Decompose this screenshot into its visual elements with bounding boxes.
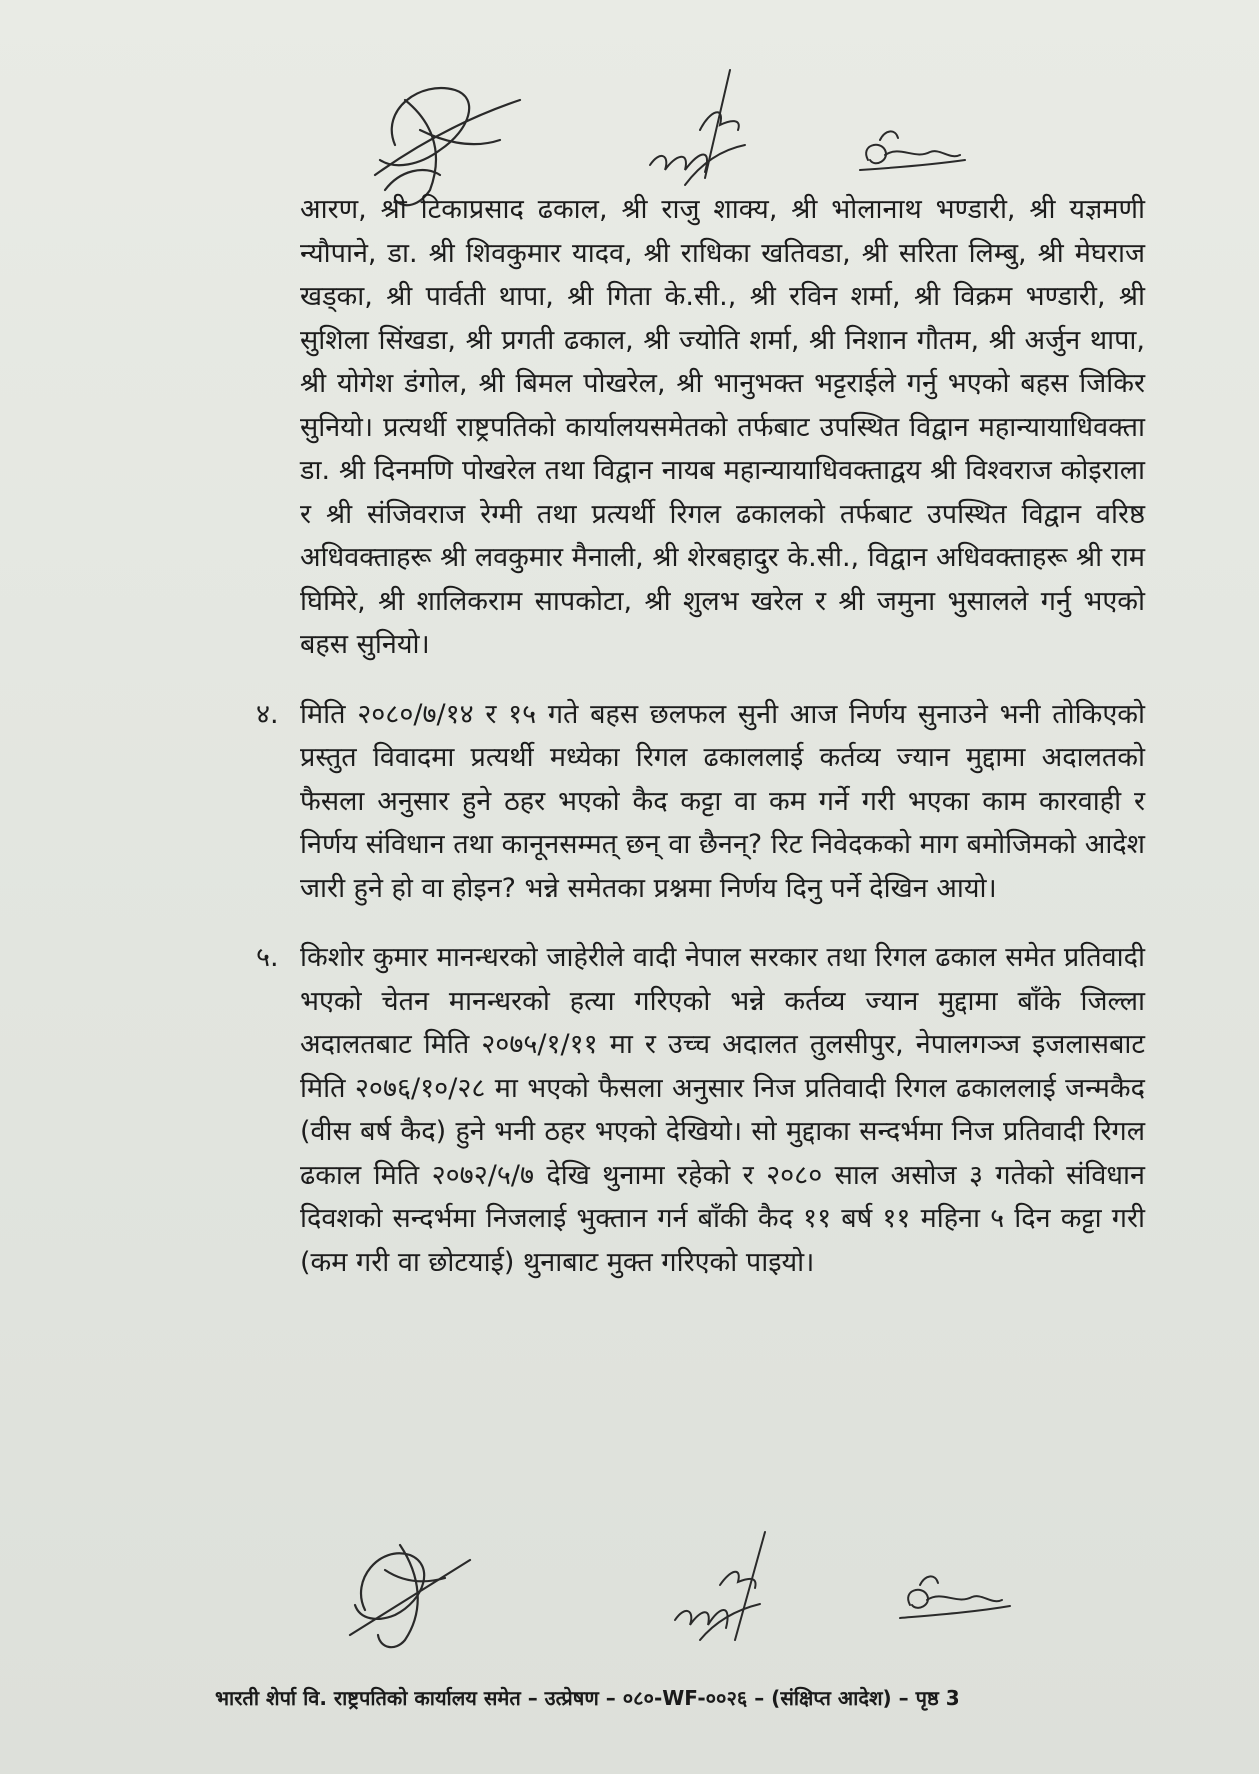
- signature-top-right: [860, 131, 965, 170]
- paragraph-5: [256, 936, 1145, 1284]
- signature-bottom-right: [900, 1576, 1010, 1618]
- paragraph-number: ४.: [256, 698, 279, 730]
- continued-paragraph: आरण, श्री टिकाप्रसाद ढकाल, श्री राजु शाक्य, श्री भोलानाथ भण्डारी, श्री यज्ञमणी न्यौपाने, डा. श्री शिवकुमार यादव, श्री राधिका खतिवडा, श्री सरिता लिम्बु, श्री मेघराज खड्का, श्री पार्वती थापा, श्री गिता के.सी., श्री रविन शर्मा, श्री विक्रम भण्डारी, श्री सुशिला सिंखडा, श्री प्रगती ढकाल, श्री ज्योति शर्मा, श्री निशान गौतम, श्री अर्जुन थापा, श्री योगेश डंगोल, श्री बिमल पोखरेल, श्री भानुभक्त भट्टराईले गर्नु भएको बहस जिकिर सुनियो। प्रत्यर्थी राष्ट्रपतिको कार्यालयसमेतको तर्फबाट उपस्थित विद्वान महान्यायाधिवक्ता डा. श्री दिनमणि पोखरेल तथा विद्वान नायब महान्यायाधिवक्ताद्वय श्री विश्वराज कोइराला र श्री संजिवराज रेग्मी तथा प्रत्यर्थी रिगल ढकालको तर्फबाट उपस्थित विद्वान वरिष्ठ अधिवक्ताहरू श्री लवकुमार मैनाली, श्री शेरबहादुर के.सी., विद्वान अधिवक्ताहरू श्री राम घिमिरे, श्री शालिकराम सापकोटा, श्री शुलभ खरेल र श्री जमुना भुसालले गर्नु भएको बहस सुनियो।: [300, 194, 1145, 660]
- paragraph-4: [256, 693, 1145, 911]
- paragraph-text: किशोर कुमार मानन्धरको जाहेरीले वादी नेपाल सरकार तथा रिगल ढकाल समेत प्रतिवादी भएको चेतन मानन्धरको हत्या गरिएको भन्ने कर्तव्य ज्यान मुद्दामा बाँके जिल्ला अदालतबाट मिति २०७५/१/११ मा र उच्च अदालत तुलसीपुर, नेपालगञ्ज इजलासबाट मिति २०७६/१०/२८ मा भएको फैसला अनुसार निज प्रतिवादी रिगल ढकाललाई जन्मकैद (वीस बर्ष कैद) हुने भनी ठहर भएको देखियो। सो मुद्दाका सन्दर्भमा निज प्रतिवादी रिगल ढकाल मिति २०७२/५/७ देखि थुनामा रहेको र २०८० साल असोज ३ गतेको संविधान दिवशको सन्दर्भमा निजलाई भुक्तान गर्न बाँकी कैद ११ बर्ष ११ महिना ५ दिन कट्टा गरी (कम गरी वा छोटयाई) थुनाबाट मुक्त गरिएको पाइयो।: [300, 942, 1145, 1278]
- document-body: [256, 188, 1145, 1310]
- paragraph-number: ५.: [256, 942, 279, 973]
- paragraph-text: मिति २०८०/७/१४ र १५ गते बहस छलफल सुनी आज निर्णय सुनाउने भनी तोकिएको प्रस्तुत विवादमा प्रत्यर्थी मध्येका रिगल ढकाललाई कर्तव्य ज्यान मुद्दामा अदालतको फैसला अनुसार हुने ठहर भएको कैद कट्टा वा कम गर्ने गरी भएका काम कारवाही र निर्णय संविधान तथा कानूनसम्मत् छन् वा छैनन्? रिट निवेदकको माग बमोजिमको आदेश जारी हुने हो वा होइन? भन्ने समेतका प्रश्नमा निर्णय दिनु पर्ने देखिन आयो।: [300, 698, 1145, 904]
- signature-bottom-left: [350, 1545, 470, 1647]
- signature-top-middle: [650, 70, 745, 185]
- signature-bottom-middle: [675, 1532, 765, 1640]
- page-footer: भारती शेर्पा वि. राष्ट्रपतिको कार्यालय समेत – उत्प्रेषण – ०८०-WF-००२६ – (संक्षिप्त आदेश) – पृष्ठ 3: [215, 1686, 960, 1710]
